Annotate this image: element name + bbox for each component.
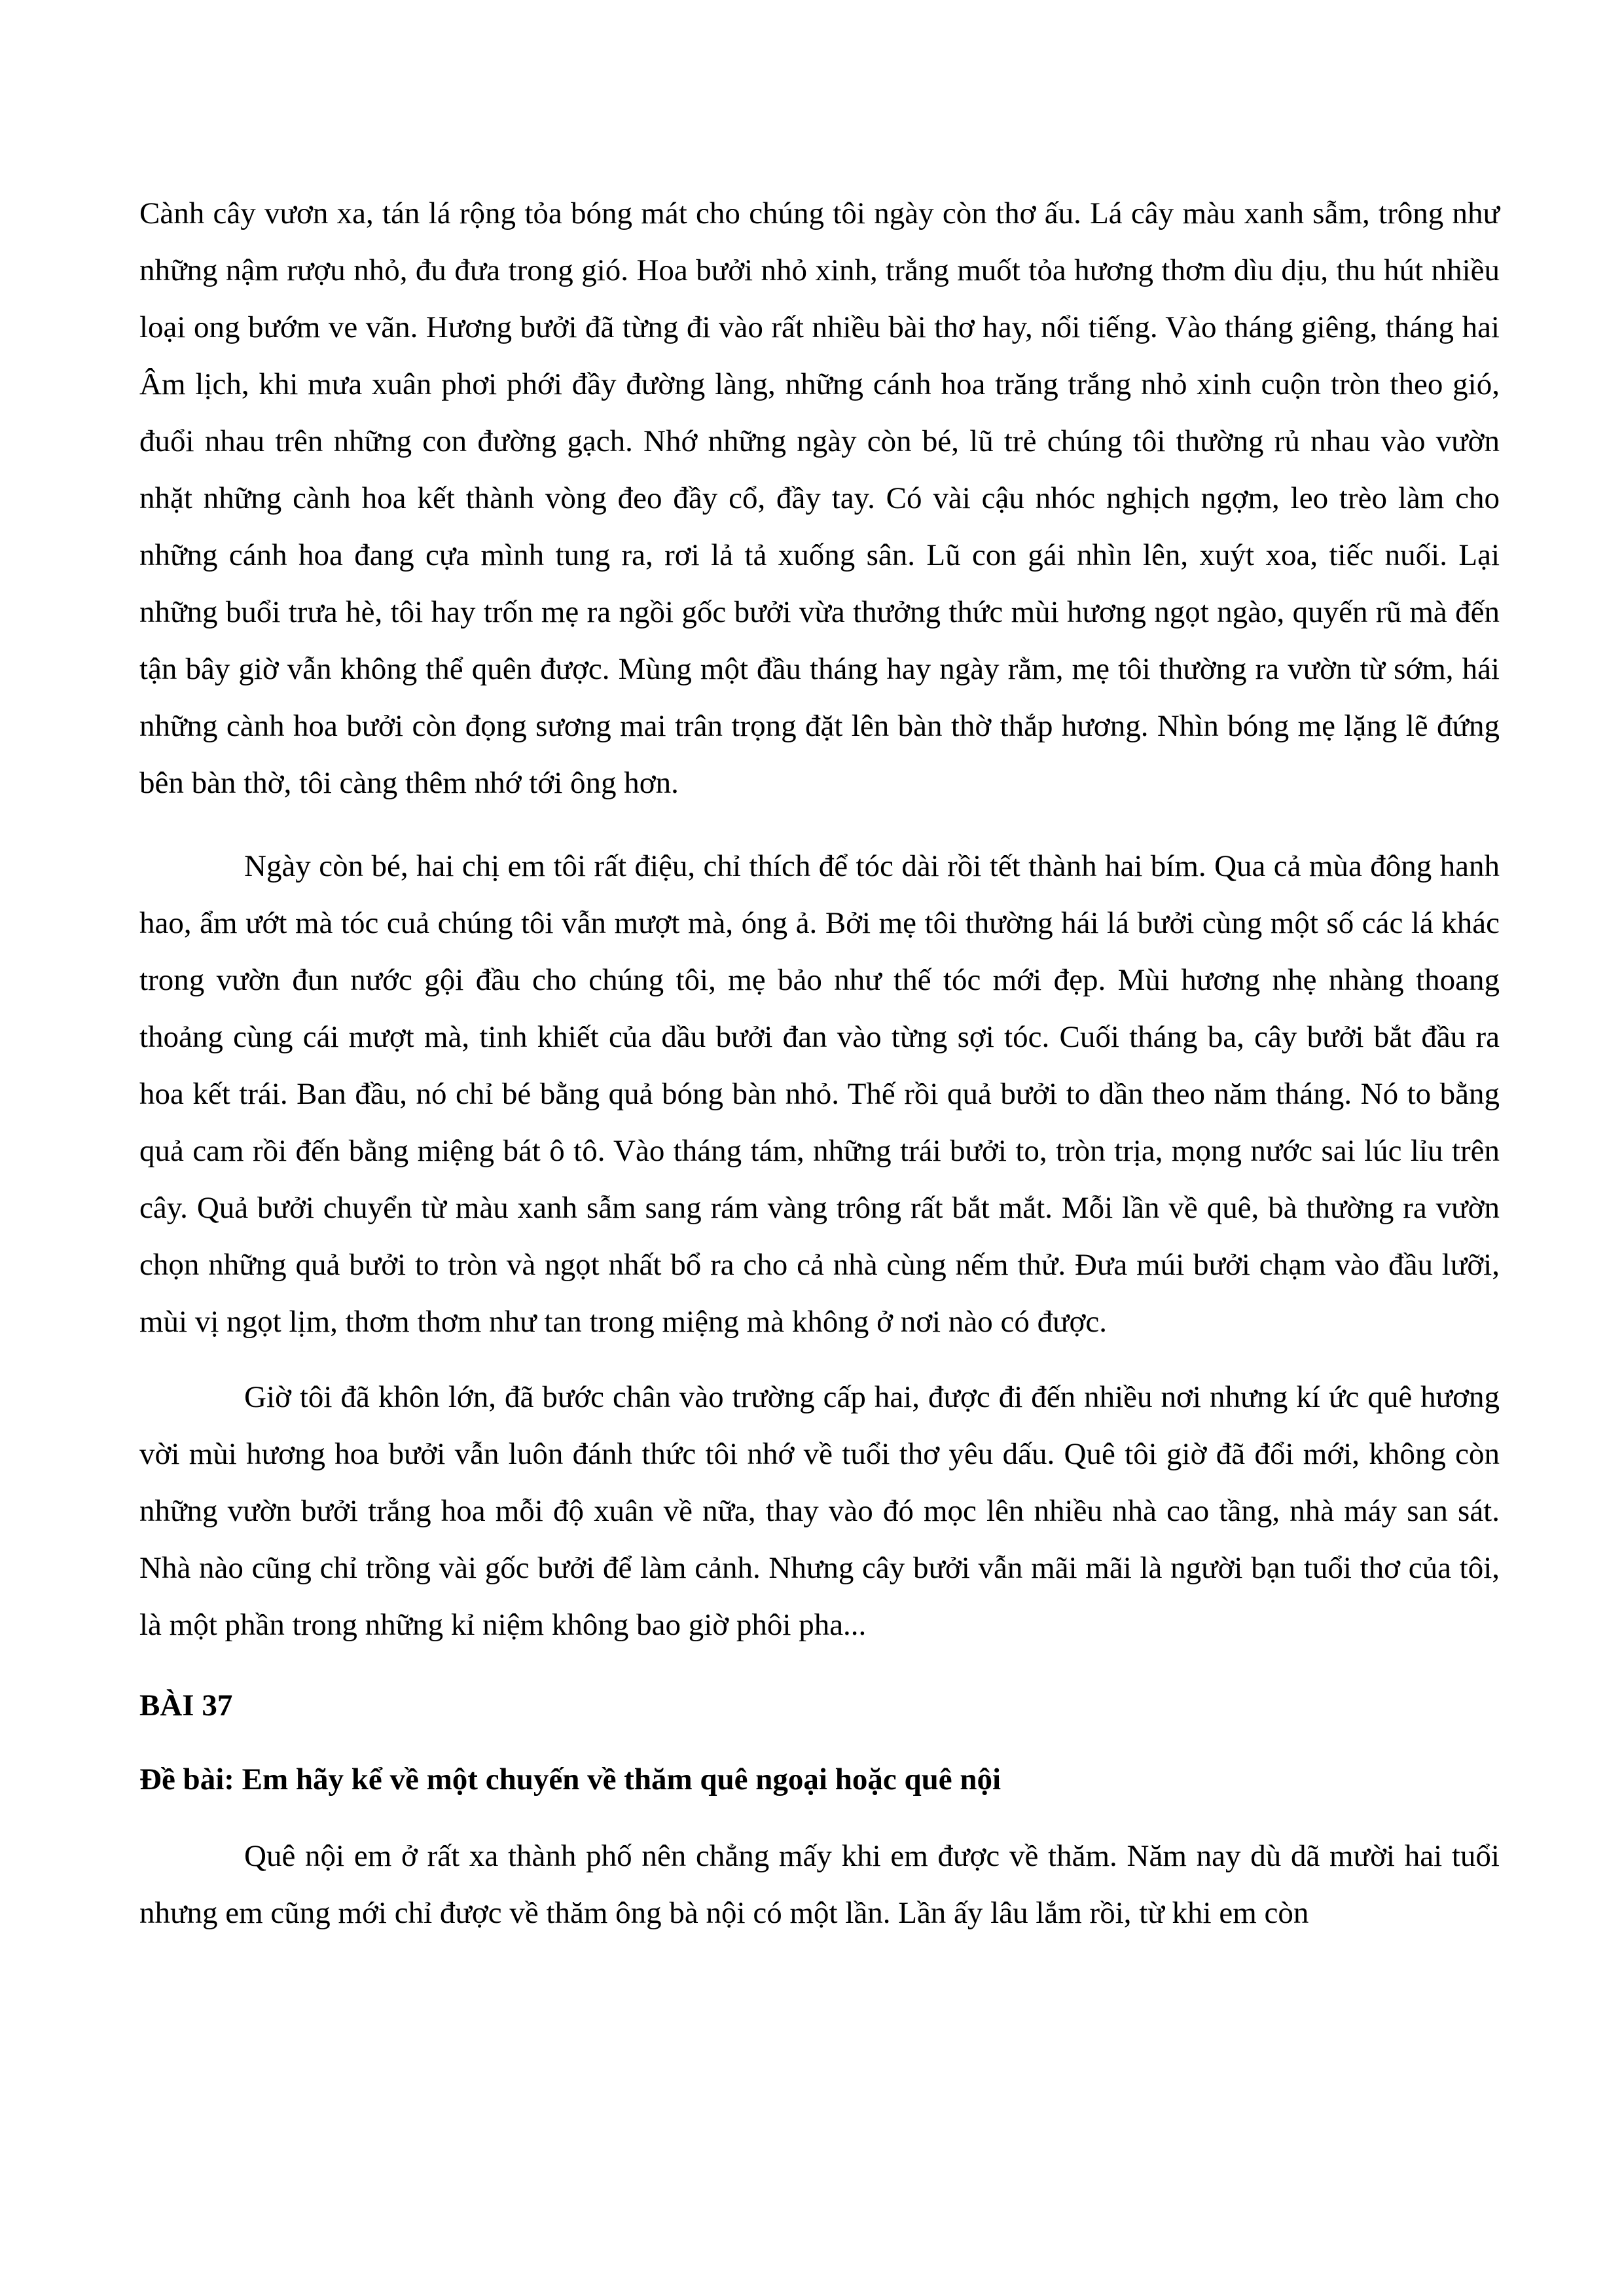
section-heading: BÀI 37 bbox=[139, 1688, 233, 1722]
paragraph-hometown-visit: Quê nội em ở rất xa thành phố nên chẳng mấy khi em được về thăm. Năm nay dù dã mười hai tuổi nhưng em cũng mới chỉ được về thăm ông bà nội có một lần. Lần ấy lâu lắm rồi, từ khi em còn bbox=[139, 1839, 1500, 1930]
paragraph-pomelo-tree: Cành cây vươn xa, tán lá rộng tỏa bóng mát cho chúng tôi ngày còn thơ ấu. Lá cây màu xanh sẫm, trông như những nậm rượu nhỏ, đu đưa trong gió. Hoa bưởi nhỏ xinh, trắng muốt tỏa hương thơm dìu dịu, thu hút nhiều loại ong bướm ve vãn. Hương bưởi đã từng đi vào rất nhiều bài thơ hay, nổi tiếng. Vào tháng giêng, tháng hai Âm lịch, khi mưa xuân phơi phới đầy đường làng, những cánh hoa trăng trắng nhỏ xinh cuộn tròn theo gió, đuổi nhau trên những con đường gạch. Nhớ những ngày còn bé, lũ trẻ chúng tôi thường rủ nhau vào vườn nhặt những cành hoa kết thành vòng đeo đầy cổ, đầy tay. Có vài cậu nhóc nghịch ngợm, leo trèo làm cho những cánh hoa đang cựa mình tung ra, rơi lả tả xuống sân. Lũ con gái nhìn lên, xuýt xoa, tiếc nuối. Lại những buổi trưa hè, tôi hay trốn mẹ ra ngồi gốc bưởi vừa thưởng thức mùi hương ngọt ngào, quyến rũ mà đến tận bây giờ vẫn không thể quên được. Mùng một đầu tháng hay ngày rằm, mẹ tôi thường ra vườn từ sớm, hái những cành hoa bưởi còn đọng sương mai trân trọng đặt lên bàn thờ thắp hương. Nhìn bóng mẹ lặng lẽ đứng bên bàn thờ, tôi càng thêm nhớ tới ông hơn. bbox=[139, 196, 1500, 800]
paragraph-pomelo-hair: Ngày còn bé, hai chị em tôi rất điệu, chỉ thích để tóc dài rồi tết thành hai bím. Qua cả mùa đông hanh hao, ẩm ướt mà tóc cuả chúng tôi vẫn mượt mà, óng ả. Bởi mẹ tôi thường hái lá bưởi cùng một số các lá khác trong vườn đun nước gội đầu cho chúng tôi, mẹ bảo như thế tóc mới đẹp. Mùi hương nhẹ nhàng thoang thoảng cùng cái mượt mà, tinh khiết của dầu bưởi đan vào từng sợi tóc. Cuối tháng ba, cây bưởi bắt đầu ra hoa kết trái. Ban đầu, nó chỉ bé bằng quả bóng bàn nhỏ. Thế rồi quả bưởi to dần theo năm tháng. Nó to bằng quả cam rồi đến bằng miệng bát ô tô. Vào tháng tám, những trái bưởi to, tròn trịa, mọng nước sai lúc lỉu trên cây. Quả bưởi chuyển từ màu xanh sẫm sang rám vàng trông rất bắt mắt. Mỗi lần về quê, bà thường ra vườn chọn những quả bưởi to tròn và ngọt nhất bổ ra cho cả nhà cùng nếm thử. Đưa múi bưởi chạm vào đầu lưỡi, mùi vị ngọt lịm, thơm thơm như tan trong miệng mà không ở nơi nào có được. bbox=[139, 849, 1500, 1339]
assignment-prompt: Đề bài: Em hãy kể về một chuyến về thăm quê ngoại hoặc quê nội bbox=[139, 1762, 1001, 1796]
document-body bbox=[139, 185, 1500, 1942]
paragraph-pomelo-memory: Giờ tôi đã khôn lớn, đã bước chân vào trường cấp hai, được đi đến nhiều nơi nhưng kí ức quê hương vời mùi hương hoa bưởi vẫn luôn đánh thức tôi nhớ về tuổi thơ yêu dấu. Quê tôi giờ đã đổi mới, không còn những vườn bưởi trắng hoa mỗi độ xuân về nữa, thay vào đó mọc lên nhiều nhà cao tầng, nhà máy san sát. Nhà nào cũng chỉ trồng vài gốc bưởi để làm cảnh. Nhưng cây bưởi vẫn mãi mãi là người bạn tuổi thơ của tôi, là một phần trong những kỉ niệm không bao giờ phôi pha... bbox=[139, 1380, 1500, 1642]
